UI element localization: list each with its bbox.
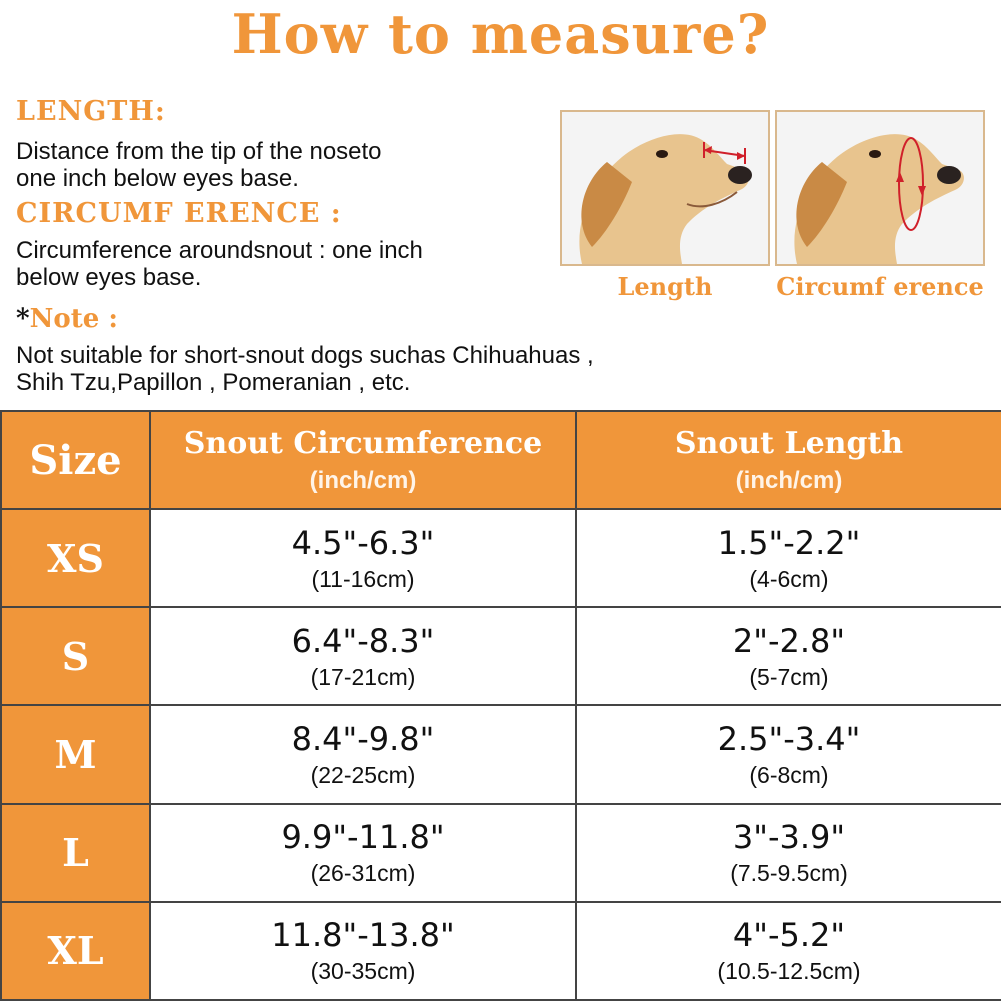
length-caption: Length	[617, 272, 713, 301]
circumference-description	[16, 237, 423, 291]
length-cell: 2.5"-3.4" (6-8cm)	[576, 705, 1001, 803]
circumference-cell: 9.9"-11.8" (26-31cm)	[150, 804, 576, 902]
dog-circumference-photo	[775, 110, 985, 266]
table-row	[1, 509, 1001, 607]
note-description	[16, 342, 594, 396]
dog-length-photo	[560, 110, 770, 266]
table-row	[1, 607, 1001, 705]
length-column-header: Snout Length (inch/cm)	[576, 411, 1001, 509]
note-line-2: Shih Tzu,Papillon , Pomeranian , etc.	[16, 369, 411, 396]
table-row	[1, 705, 1001, 803]
note-star: *	[16, 304, 30, 334]
table-row	[1, 804, 1001, 902]
page-title: How to measure?	[231, 2, 770, 66]
table-header-row	[1, 411, 1001, 509]
length-description	[16, 138, 382, 192]
note-line-1: Not suitable for short-snout dogs suchas Chihuahuas ,	[16, 342, 594, 369]
circumference-heading: CIRCUMF ERENCE :	[16, 198, 342, 229]
length-line-1: Distance from the tip of the noseto	[16, 138, 382, 165]
note-label	[16, 304, 118, 334]
circumference-column-header: Snout Circumference (inch/cm)	[150, 411, 576, 509]
table-row	[1, 902, 1001, 1000]
circumference-line-2: below eyes base.	[16, 264, 202, 291]
length-cell: 4"-5.2" (10.5-12.5cm)	[576, 902, 1001, 1000]
size-label: XS	[1, 509, 150, 607]
length-cell: 3"-3.9" (7.5-9.5cm)	[576, 804, 1001, 902]
length-heading: LENGTH:	[16, 96, 166, 127]
circumference-cell: 4.5"-6.3" (11-16cm)	[150, 509, 576, 607]
circumference-cell: 11.8"-13.8" (30-35cm)	[150, 902, 576, 1000]
size-label: L	[1, 804, 150, 902]
circumference-cell: 6.4"-8.3" (17-21cm)	[150, 607, 576, 705]
length-line-2: one inch below eyes base.	[16, 165, 299, 192]
circumference-line-1: Circumference aroundsnout : one inch	[16, 237, 423, 264]
size-label: S	[1, 607, 150, 705]
length-cell: 2"-2.8" (5-7cm)	[576, 607, 1001, 705]
circumference-caption: Circumf erence	[776, 272, 984, 301]
length-cell: 1.5"-2.2" (4-6cm)	[576, 509, 1001, 607]
size-column-header: Size	[1, 411, 150, 509]
circumference-cell: 8.4"-9.8" (22-25cm)	[150, 705, 576, 803]
size-label: XL	[1, 902, 150, 1000]
size-chart-table	[0, 410, 1001, 1001]
size-label: M	[1, 705, 150, 803]
note-word: Note :	[29, 304, 118, 334]
